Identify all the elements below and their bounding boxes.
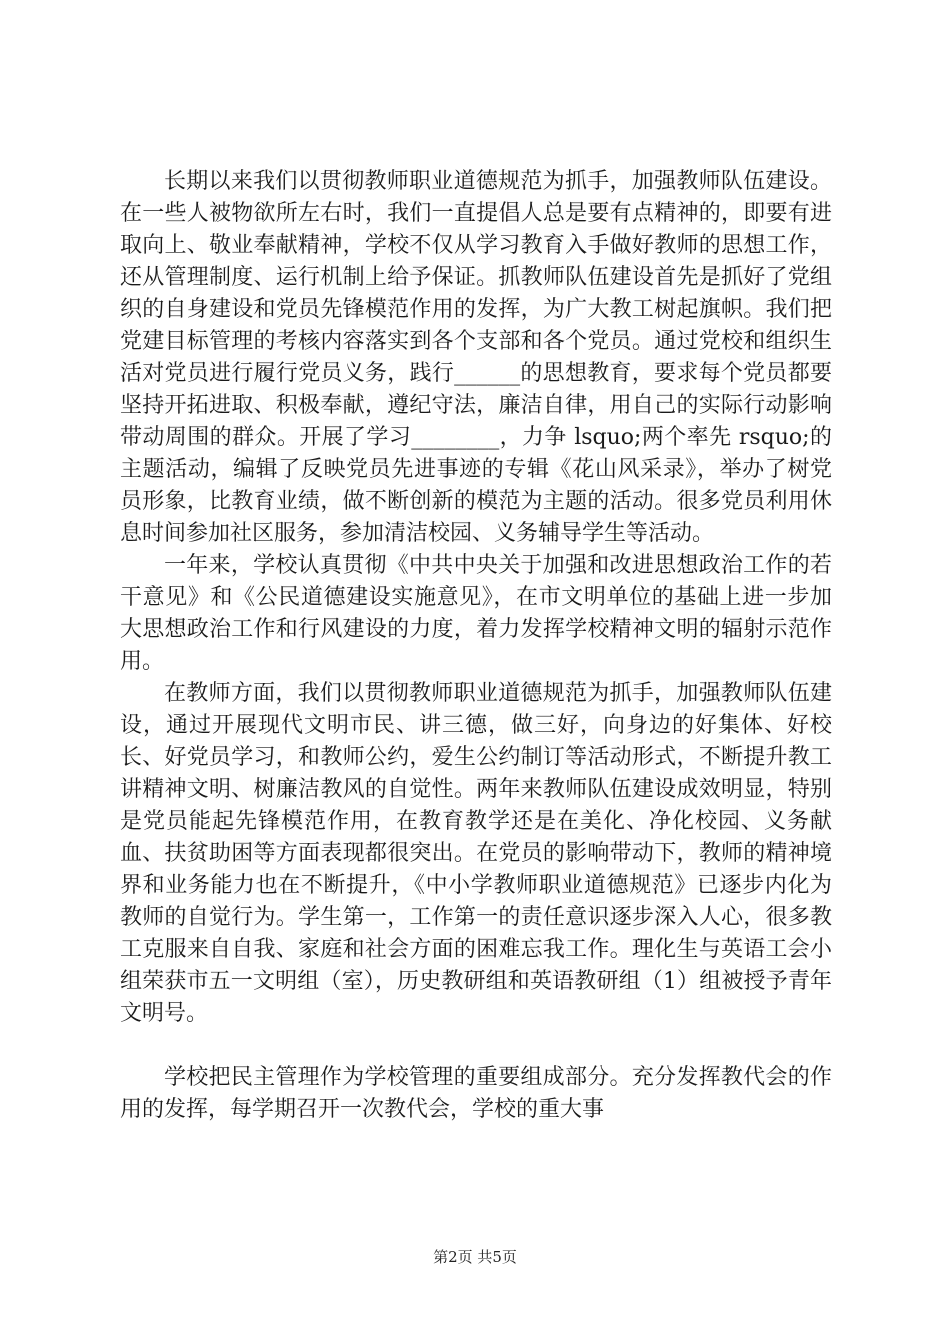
- paragraph-teacher-team: 长期以来我们以贯彻教师职业道德规范为抓手，加强教师队伍建设。在一些人被物欲所左右时，我们一直提倡人总是要有点精神的，即要有进取向上、敬业奉献精神，学校不仅从学习教育入手做好教师的思想工作，还从管理制度、运行机制上给予保证。抓教师队伍建设首先是抓好了党组织的自身建设和党员先锋模范作用的发挥，为广大教工树起旗帜。我们把党建目标管理的考核内容落实到各个支部和各个党员。通过党校和组织生活对党员进行履行党员义务，践行______的思想教育，要求每个党员都要坚持开拓进取、积极奉献，遵纪守法，廉洁自律，用自己的实际行动影响带动周围的群众。开展了学习________，力争 lsquo;两个率先 rsquo;的主题活动，编辑了反映党员先进事迹的专辑《花山风采录》，举办了树党员形象，比教育业绩，做不断创新的模范为主题的活动。很多党员利用休息时间参加社区服务，参加清洁校园、义务辅导学生等活动。: [120, 169, 832, 546]
- document-body: [120, 166, 832, 1126]
- paragraph-teacher-aspect: 在教师方面，我们以贯彻教师职业道德规范为抓手，加强教师队伍建设，通过开展现代文明市民、讲三德，做三好，向身边的好集体、好校长、好党员学习，和教师公约，爱生公约制订等活动形式，不断提升教工讲精神文明、树廉洁教风的自觉性。两年来教师队伍建设成效明显，特别是党员能起先锋模范作用，在教育教学还是在美化、净化校园、义务献血、扶贫助困等方面表现都很突出。在党员的影响带动下，教师的精神境界和业务能力也在不断提升，《中小学教师职业道德规范》已逐步内化为教师的自觉行为。学生第一，工作第一的责任意识逐步深入人心，很多教工克服来自自我、家庭和社会方面的困难忘我工作。理化生与英语工会小组荣获市五一文明组（室），历史教研组和英语教研组（1）组被授予青年文明号。: [120, 681, 832, 1026]
- paragraph-democratic-management: 学校把民主管理作为学校管理的重要组成部分。充分发挥教代会的作用的发挥，每学期召开一次教代会，学校的重大事: [120, 1065, 832, 1122]
- page-number: 第2页 共5页: [433, 1248, 517, 1266]
- paragraph-year-review: 一年来，学校认真贯彻《中共中央关于加强和改进思想政治工作的若干意见》和《公民道德建设实施意见》，在市文明单位的基础上进一步加大思想政治工作和行风建设的力度，着力发挥学校精神文明的辐射示范作用。: [120, 553, 832, 674]
